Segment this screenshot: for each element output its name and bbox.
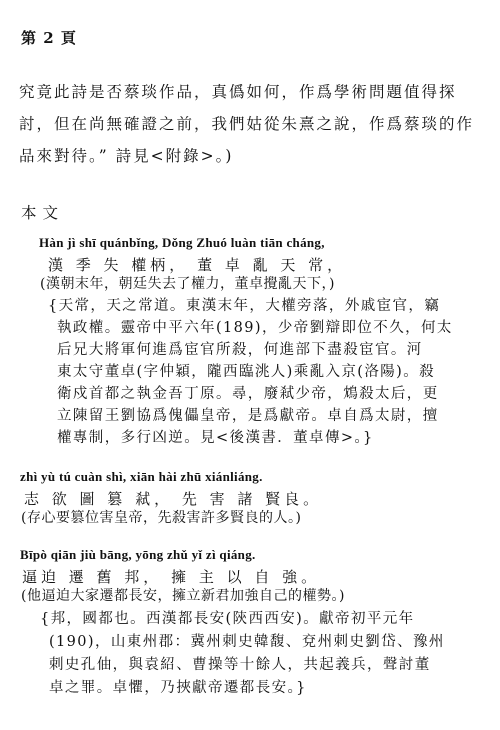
stanza-3-verse: 逼迫 遷 舊 邦， 擁 主 以 自 強。 (22, 568, 321, 586)
stanza-3-gloss: (他逼迫大家遷都長安，擁立新君加強自己的權勢。) (21, 588, 345, 604)
intro-line-2: 討，但在尚無確證之前，我們姑從朱熹之說，作爲蔡琰的作 (19, 115, 475, 133)
stanza-1-verse: 漢 季 失 權柄， 董 卓 亂 天 常， (48, 256, 347, 274)
stanza-1-note-line: 立陳留王劉協爲傀儡皇帝，是爲獻帝。卓自爲太尉，擅 (57, 408, 439, 424)
stanza-1-note-line: 東太守董卓(字仲穎，隴西臨洮人)乘亂入京(洛陽)。殺 (57, 364, 436, 380)
stanza-3-note-line: 刺史孔伷，與袁紹、曹操等十餘人，共起義兵，聲討董 (49, 657, 431, 673)
section-heading: 本文 (21, 204, 65, 222)
stanza-3-note-line: 卓之罪。卓懼，乃挾獻帝遷都長安。} (49, 680, 307, 696)
stanza-1-note-line: {天常，天之常道。東漢末年，大權旁落，外戚宦官，竊 (48, 298, 441, 314)
stanza-3-pinyin: Bīpò qiān jiù bāng, yōng zhǔ yǐ zì qiáng. (20, 547, 256, 562)
intro-line-3: 品來對待。” 詩見<附錄>。) (19, 147, 234, 165)
page-number: 第 2 頁 (21, 29, 77, 47)
stanza-3-note-line: (190)，山東州郡：冀州刺史韓馥、兗州刺史劉岱、豫州 (49, 634, 445, 650)
stanza-1-note-line: 執政權。靈帝中平六年(189)，少帝劉辯即位不久，何太 (57, 320, 453, 336)
stanza-3-note-line: {邦，國都也。西漢都長安(陝西西安)。獻帝初平元年 (40, 611, 415, 627)
stanza-2-gloss: (存心要篡位害皇帝，先殺害許多賢良的人。) (21, 510, 302, 526)
intro-line-1: 究竟此詩是否蔡琰作品，真僞如何，作爲學術問題值得探 (19, 83, 457, 101)
stanza-2-pinyin: zhì yù tú cuàn shì, xiān hài zhū xiánliáng. (20, 469, 263, 484)
stanza-1-gloss: (漢朝末年，朝廷失去了權力，董卓攪亂天下，) (40, 276, 335, 292)
stanza-2-verse: 志 欲 圖 篡 弒， 先 害 諸 賢良。 (24, 490, 323, 508)
stanza-1-note-line: 衛戍首都之執金吾丁原。尋，廢弒少帝，鴆殺太后，更 (57, 386, 439, 402)
stanza-1-pinyin: Hàn jì shī quánbǐng, Dǒng Zhuó luàn tiān cháng, (39, 235, 325, 250)
stanza-1-note-line: 后兄大將軍何進爲宦官所殺，何進部下盡殺宦官。河 (57, 342, 423, 358)
stanza-1-note-line: 權專制，多行凶逆。見<後漢書．董卓傳>。} (57, 430, 374, 446)
